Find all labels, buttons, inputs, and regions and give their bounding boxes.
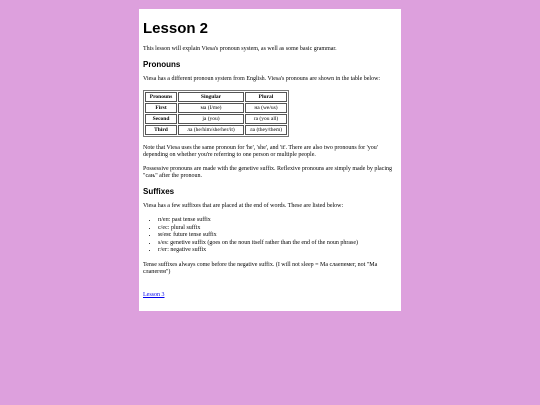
row-label: Second — [145, 114, 177, 124]
suffixes-heading: Suffixes — [143, 187, 175, 196]
plural-cell: ra (you all) — [245, 114, 287, 124]
singular-cell: ja (you) — [178, 114, 244, 124]
table-header-cell: Pronouns — [145, 92, 177, 102]
list-item: • г/ег: negative suffix — [158, 247, 397, 255]
lesson-page — [139, 9, 401, 311]
intro-paragraph: This lesson will explain Viesa's pronoun system, as well as some basic grammar. — [143, 46, 337, 52]
pronouns-heading: Pronouns — [143, 60, 181, 69]
singular-cell: ла (he/him/she/her/it) — [178, 125, 244, 135]
tense-note: Tense suffixes always come before the negative suffix. (I will not sleep = Ма слаепемег, not "Ма слапегем") — [143, 261, 378, 275]
table-row — [145, 103, 287, 113]
page-title: Lesson 2 — [143, 20, 209, 37]
list-item: • п/еп: past tense suffix — [158, 217, 397, 225]
pronoun-table — [143, 90, 289, 137]
table-row — [145, 125, 287, 135]
table-header-cell: Plural — [245, 92, 287, 102]
possessive-note: Possessive pronouns are made with the genetive suffix. Reflexive pronouns are simply made by placing "сањ" after the pronoun. — [143, 166, 392, 179]
table-header-row — [145, 92, 287, 102]
list-item: • с/ес: plural suffix — [158, 225, 397, 233]
singular-cell: ма (I/me) — [178, 103, 244, 113]
table-header-cell: Singular — [178, 92, 244, 102]
suffixes-description: Viesa has a few suffixes that are placed at the end of words. These are listed below: — [143, 203, 344, 209]
list-item: • s/еs: genetive suffix (goes on the noun itself rather than the end of the noun phrase) — [158, 240, 397, 248]
pronoun-note: Note that Viesa uses the same pronoun for 'he', 'she', and 'it'. There are also two pronouns for 'you' depending on whether you're referring to one person or multiple people. — [143, 145, 378, 158]
row-label: First — [145, 103, 177, 113]
suffix-list — [143, 217, 397, 255]
plural-cell: на (we/us) — [245, 103, 287, 113]
next-lesson-link[interactable]: Lesson 3 — [143, 291, 165, 298]
table-row — [145, 114, 287, 124]
pronouns-description: Viesa has a different pronoun system from English. Viesa's pronouns are shown in the table below: — [143, 76, 381, 82]
list-item: • м/ем: future tense suffix — [158, 232, 397, 240]
plural-cell: ла (they/them) — [245, 125, 287, 135]
row-label: Third — [145, 125, 177, 135]
